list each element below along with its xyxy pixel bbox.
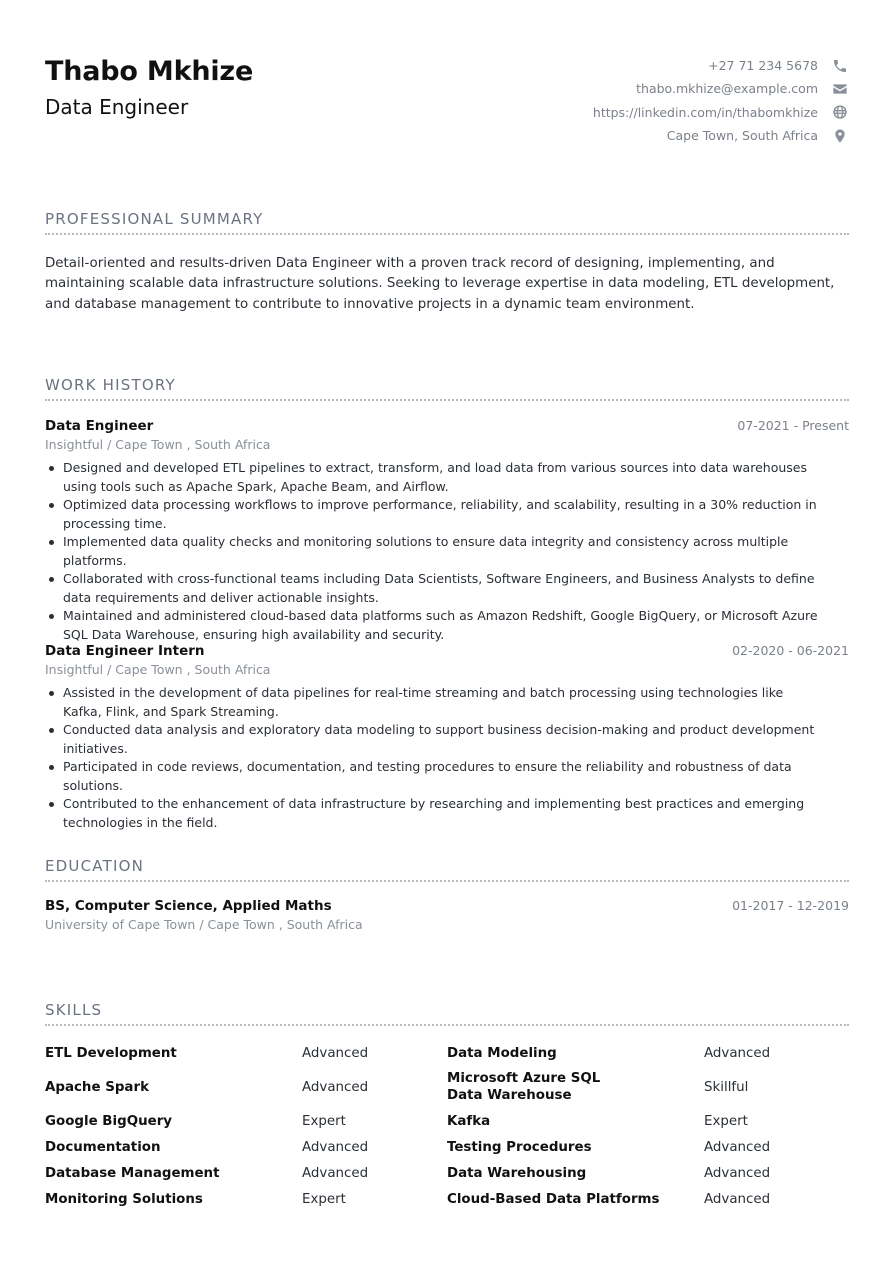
skill-name: Google BigQuery xyxy=(45,1113,173,1129)
location-icon xyxy=(830,126,849,145)
skill-level: Advanced xyxy=(302,1139,369,1155)
skill-name: Kafka xyxy=(447,1113,491,1129)
website-text: https://linkedin.com/in/thabomkhize xyxy=(592,104,818,120)
skill-level: Advanced xyxy=(302,1079,369,1095)
skill-name: Documentation xyxy=(45,1139,161,1155)
job-bullets xyxy=(45,684,849,832)
globe-icon xyxy=(830,103,849,122)
job-company: Insightful / Cape Town , South Africa xyxy=(45,662,271,677)
job-title: Data Engineer xyxy=(45,418,154,434)
job-entry xyxy=(45,643,849,832)
candidate-title: Data Engineer xyxy=(45,95,189,119)
job-dates: 02-2020 - 06-2021 xyxy=(732,643,849,658)
skill-level: Expert xyxy=(302,1113,346,1129)
bullet-item: Conducted data analysis and exploratory data modeling to support business decision-making and product development initiatives. xyxy=(45,721,849,758)
skill-name: Monitoring Solutions xyxy=(45,1191,203,1207)
skill-row xyxy=(45,1066,849,1108)
skill-name: ETL Development xyxy=(45,1045,177,1061)
skill-name: Microsoft Azure SQL Data Warehouse xyxy=(447,1071,601,1103)
phone-icon xyxy=(830,56,849,75)
contact-list xyxy=(429,54,849,147)
skill-name: Cloud-Based Data Platforms xyxy=(447,1191,660,1207)
bullet-item: Maintained and administered cloud-based data platforms such as Amazon Redshift, Google BigQuery, or Microsoft Azure SQL Data Warehouse, ensuring high availability and security. xyxy=(45,607,849,644)
skill-level: Advanced xyxy=(704,1165,771,1181)
skill-name: Testing Procedures xyxy=(447,1139,592,1155)
phone-text: +27 71 234 5678 xyxy=(708,58,818,74)
job-title: Data Engineer Intern xyxy=(45,643,205,659)
skills-table xyxy=(45,1040,849,1212)
education-heading: EDUCATION xyxy=(45,857,849,882)
skill-row xyxy=(45,1040,849,1066)
skill-level: Advanced xyxy=(704,1045,771,1061)
education-dates: 01-2017 - 12-2019 xyxy=(732,898,849,913)
location-text: Cape Town, South Africa xyxy=(666,128,818,144)
skill-level: Advanced xyxy=(704,1139,771,1155)
bullet-item: Optimized data processing workflows to improve performance, reliability, and scalability, resulting in a 30% reduction in processing time. xyxy=(45,496,849,533)
skill-name: Database Management xyxy=(45,1165,220,1181)
candidate-name: Thabo Mkhize xyxy=(45,56,254,87)
school: University of Cape Town / Cape Town , South Africa xyxy=(45,917,363,932)
skill-level: Expert xyxy=(704,1113,748,1129)
skill-level: Skillful xyxy=(704,1079,749,1095)
skill-row xyxy=(45,1186,849,1212)
bullet-item: Implemented data quality checks and monitoring solutions to ensure data integrity and consistency across multiple platforms. xyxy=(45,533,849,570)
skill-name: Apache Spark xyxy=(45,1079,149,1095)
summary-text: Detail-oriented and results-driven Data Engineer with a proven track record of designing, implementing, and maintaining scalable data infrastructure solutions. Seeking to leverage expertise in data modeling, ETL development, and database management to contribute to innovative projects in a dynamic team environment. xyxy=(45,256,835,312)
job-company: Insightful / Cape Town , South Africa xyxy=(45,437,271,452)
job-dates: 07-2021 - Present xyxy=(737,418,849,433)
skill-level: Advanced xyxy=(302,1165,369,1181)
skill-level: Expert xyxy=(302,1191,346,1207)
skill-row xyxy=(45,1108,849,1134)
email-icon xyxy=(830,79,849,98)
degree: BS, Computer Science, Applied Maths xyxy=(45,898,332,914)
contact-website xyxy=(429,101,849,124)
skill-row xyxy=(45,1160,849,1186)
bullet-item: Collaborated with cross-functional teams including Data Scientists, Software Engineers, and Business Analysts to define data requirements and deliver actionable insights. xyxy=(45,570,849,607)
education-entry xyxy=(45,898,849,932)
contact-location xyxy=(429,124,849,147)
bullet-item: Contributed to the enhancement of data infrastructure by researching and implementing best practices and emerging technologies in the field. xyxy=(45,795,849,832)
skills-heading: SKILLS xyxy=(45,1001,849,1026)
skill-level: Advanced xyxy=(704,1191,771,1207)
bullet-item: Assisted in the development of data pipelines for real-time streaming and batch processing using technologies like Kafka, Flink, and Spark Streaming. xyxy=(45,684,849,721)
bullet-item: Designed and developed ETL pipelines to extract, transform, and load data from various sources into data warehouses using tools such as Apache Spark, Apache Beam, and Airflow. xyxy=(45,459,849,496)
skill-level: Advanced xyxy=(302,1045,369,1061)
bullet-item: Participated in code reviews, documentation, and testing procedures to ensure the reliability and robustness of data solutions. xyxy=(45,758,849,795)
job-bullets xyxy=(45,459,849,644)
skill-row xyxy=(45,1134,849,1160)
resume-page xyxy=(45,0,849,1264)
skill-name: Data Modeling xyxy=(447,1045,557,1061)
job-entry xyxy=(45,418,849,644)
contact-phone xyxy=(429,54,849,77)
contact-email xyxy=(429,77,849,100)
skill-name: Data Warehousing xyxy=(447,1165,587,1181)
work-history-heading: WORK HISTORY xyxy=(45,376,849,401)
summary-heading: PROFESSIONAL SUMMARY xyxy=(45,210,849,235)
email-text: thabo.mkhize@example.com xyxy=(636,81,818,97)
